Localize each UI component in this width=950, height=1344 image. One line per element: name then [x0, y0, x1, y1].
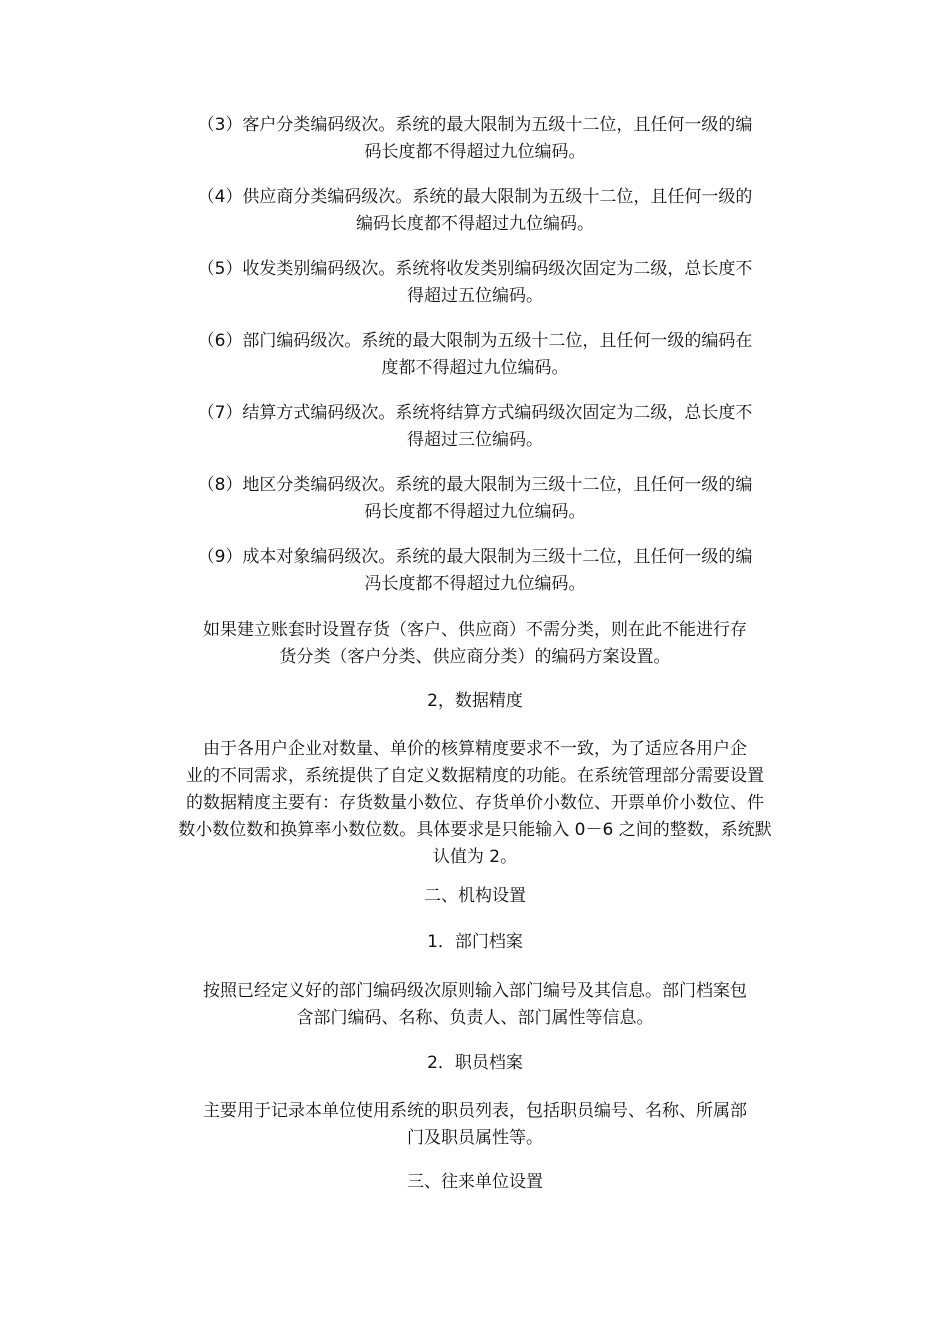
paragraph-region-class-levels: （8）地区分类编码级次。系统的最大限制为三级十二位，且任何一级的编 码长度都不得超过九位编码。	[197, 475, 753, 522]
paragraph-receipt-category-levels: （5）收发类别编码级次。系统将收发类别编码级次固定为二级，总长度不 得超过五位编码。	[197, 259, 753, 306]
paragraph-no-classification-note: 如果建立账套时设置存货（客户、供应商）不需分类，则在此不能进行存 货分类（客户分类、供应商分类）的编码方案设置。	[203, 620, 747, 667]
heading-staff-records: 2．职员档案	[427, 1053, 523, 1073]
paragraph-supplier-class-levels: （4）供应商分类编码级次。系统的最大限制为五级十二位，且任何一级的 编码长度都不得超过九位编码。	[197, 187, 753, 234]
paragraph-department-levels: （6）部门编码级次。系统的最大限制为五级十二位，且任何一级的编码在 度都不得超过九位编码。	[197, 331, 753, 378]
paragraph-department-records: 按照已经定义好的部门编码级次原则输入部门编号及其信息。部门档案包 含部门编码、名称、负责人、部门属性等信息。	[203, 981, 747, 1028]
section-heading-business-partners: 三、往来单位设置	[407, 1172, 543, 1192]
paragraph-staff-records: 主要用于记录本单位使用系统的职员列表，包括职员编号、名称、所属部 门及职员属性等。	[203, 1101, 747, 1148]
paragraph-data-precision: 由于各用户企业对数量、单价的核算精度要求不一致，为了适应各用户企 业的不同需求，系统提供了自定义数据精度的功能。在系统管理部分需要设置 的数据精度主要有：存货数量小数位、存货单价小数位、开票单价小数位、件 数小数位数和换算率小数位数。具体要求是只能输入 0－6 之间的整数，系统默 认值为 2。	[178, 739, 772, 867]
heading-data-precision: 2，数据精度	[427, 691, 523, 711]
paragraph-customer-class-levels: （3）客户分类编码级次。系统的最大限制为五级十二位，且任何一级的编 码长度都不得超过九位编码。	[197, 115, 753, 162]
paragraph-settlement-levels: （7）结算方式编码级次。系统将结算方式编码级次固定为二级，总长度不 得超过三位编码。	[197, 403, 753, 450]
paragraph-cost-object-levels: （9）成本对象编码级次。系统的最大限制为三级十二位，且任何一级的编 冯长度都不得超过九位编码。	[197, 547, 753, 594]
section-heading-organization: 二、机构设置	[424, 886, 526, 906]
heading-department-records: 1．部门档案	[427, 932, 523, 952]
